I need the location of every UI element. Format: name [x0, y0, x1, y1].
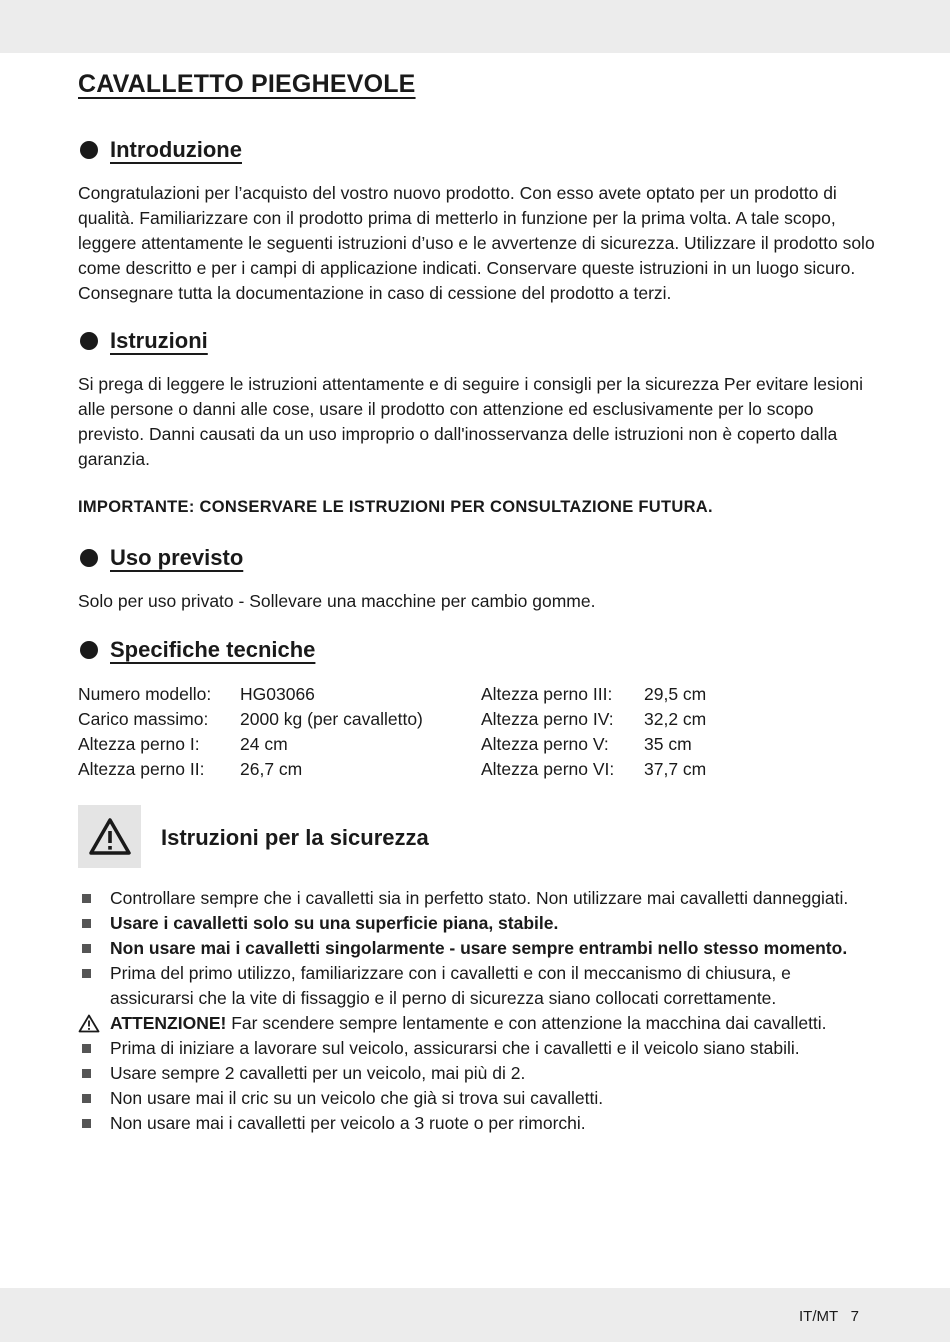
spec-label: Altezza perno VI:: [481, 759, 615, 779]
specs-table: [78, 682, 878, 782]
spec-label: Altezza perno V:: [481, 734, 609, 754]
section-uso-previsto: [78, 543, 878, 614]
square-bullet-icon: [82, 894, 91, 903]
attention-label: ATTENZIONE!: [110, 1013, 227, 1033]
spec-value: 37,7 cm: [644, 759, 707, 779]
spec-value: 2000 kg (per cavalletto): [240, 709, 423, 729]
list-item-text: Far scendere sempre lentamente e con attenzione la macchina dai cavalletti.: [231, 1013, 827, 1033]
section-bullet-icon: [80, 641, 98, 659]
list-item-text: Non usare mai il cric su un veicolo che già si trova sui cavalletti.: [110, 1088, 604, 1108]
spec-label: Altezza perno III:: [481, 684, 613, 704]
spec-label: Numero modello:: [78, 684, 212, 704]
header-band: [0, 0, 950, 53]
square-bullet-icon: [82, 944, 91, 953]
list-item: [78, 1111, 868, 1136]
warning-triangle-icon: [78, 1014, 100, 1033]
section-heading: Uso previsto: [110, 545, 244, 570]
square-bullet-icon: [82, 1044, 91, 1053]
spec-value: 26,7 cm: [240, 759, 303, 779]
spec-row: [78, 707, 878, 732]
section-istruzioni: [78, 326, 878, 472]
list-item-text: Non usare mai i cavalletti per veicolo a 3 ruote o per rimorchi.: [110, 1113, 586, 1133]
spec-label: Altezza perno II:: [78, 759, 205, 779]
page-number: 7: [850, 1308, 859, 1325]
footer: [799, 1308, 859, 1325]
footer-language: IT/MT: [798, 1308, 839, 1325]
list-item-text: Controllare sempre che i cavalletti sia in perfetto stato. Non utilizzare mai cavalletti danneggiati.: [110, 888, 849, 908]
section-specifiche: [78, 635, 878, 665]
spec-row: [78, 757, 878, 782]
list-item-warning: [78, 1011, 868, 1036]
list-item: [78, 1061, 868, 1086]
section-text: Congratulazioni per l’acquisto del vostro nuovo prodotto. Con esso avete optato per un prodotto di qualità. Familiarizzare con il prodotto prima di metterlo in funzione per la prima volta. A tale scopo, leggere attentamente le seguenti istruzioni d’uso e le avvertenze di sicurezza. Utilizzare il prodotto solo come descritto e per i campi di applicazione indicati. Conservare queste istruzioni in un luogo sicuro. Consegnare tutta la documentazione in caso di cessione del prodotto a terzi.: [78, 183, 875, 303]
list-item-text: Non usare mai i cavalletti singolarmente - usare sempre entrambi nello stesso momento.: [110, 938, 848, 958]
spec-label: Carico massimo:: [78, 709, 209, 729]
spec-label: Altezza perno IV:: [481, 709, 614, 729]
square-bullet-icon: [82, 919, 91, 928]
list-item-text: Prima del primo utilizzo, familiarizzare con i cavalletti e con il meccanismo di chiusura, e assicurarsi che la vite di fissaggio e il perno di sicurezza siano collocati correttamente.: [110, 963, 791, 1008]
square-bullet-icon: [82, 1094, 91, 1103]
spec-row: [78, 732, 878, 757]
list-item: [78, 936, 868, 961]
square-bullet-icon: [82, 1069, 91, 1078]
square-bullet-icon: [82, 1119, 91, 1128]
warning-triangle-icon: [88, 817, 132, 857]
spec-label: Altezza perno I:: [78, 734, 200, 754]
spec-value: 24 cm: [240, 734, 288, 754]
page-title: CAVALLETTO PIEGHEVOLE: [78, 70, 416, 98]
section-bullet-icon: [80, 549, 98, 567]
spec-value: 32,2 cm: [644, 709, 707, 729]
section-text: Solo per uso privato - Sollevare una macchine per cambio gomme.: [78, 591, 596, 611]
list-item-text: Prima di iniziare a lavorare sul veicolo, assicurarsi che i cavalletti e il veicolo siano stabili.: [110, 1038, 800, 1058]
section-bullet-icon: [80, 332, 98, 350]
section-introduzione: [78, 135, 878, 306]
warning-icon-box: [78, 805, 141, 868]
list-item: [78, 961, 868, 1011]
square-bullet-icon: [82, 969, 91, 978]
section-heading: Introduzione: [110, 137, 242, 162]
list-item: [78, 886, 868, 911]
spec-row: [78, 682, 878, 707]
spec-value: 35 cm: [644, 734, 692, 754]
section-bullet-icon: [80, 141, 98, 159]
important-notice: IMPORTANTE: CONSERVARE LE ISTRUZIONI PER CONSULTAZIONE FUTURA.: [78, 498, 713, 516]
spec-value: 29,5 cm: [644, 684, 707, 704]
list-item: [78, 1036, 868, 1061]
section-heading: Specifiche tecniche: [110, 637, 316, 662]
list-item: [78, 911, 868, 936]
spec-value: HG03066: [240, 684, 315, 704]
list-item-text: Usare i cavalletti solo su una superficie piana, stabile.: [110, 913, 559, 933]
list-item: [78, 1086, 868, 1111]
list-item-text: Usare sempre 2 cavalletti per un veicolo, mai più di 2.: [110, 1063, 526, 1083]
safety-heading: Istruzioni per la sicurezza: [161, 825, 429, 850]
section-text: Si prega di leggere le istruzioni attentamente e di seguire i consigli per la sicurezza Per evitare lesioni alle persone o danni alle cose, usare il prodotto con attenzione ed esclusivamente per lo scopo previsto. Danni causati da un uso improprio o dall'inosservanza delle istruzioni non è coperto dalla garanzia.: [78, 374, 863, 469]
safety-list: [78, 886, 868, 1136]
section-heading: Istruzioni: [110, 328, 208, 353]
